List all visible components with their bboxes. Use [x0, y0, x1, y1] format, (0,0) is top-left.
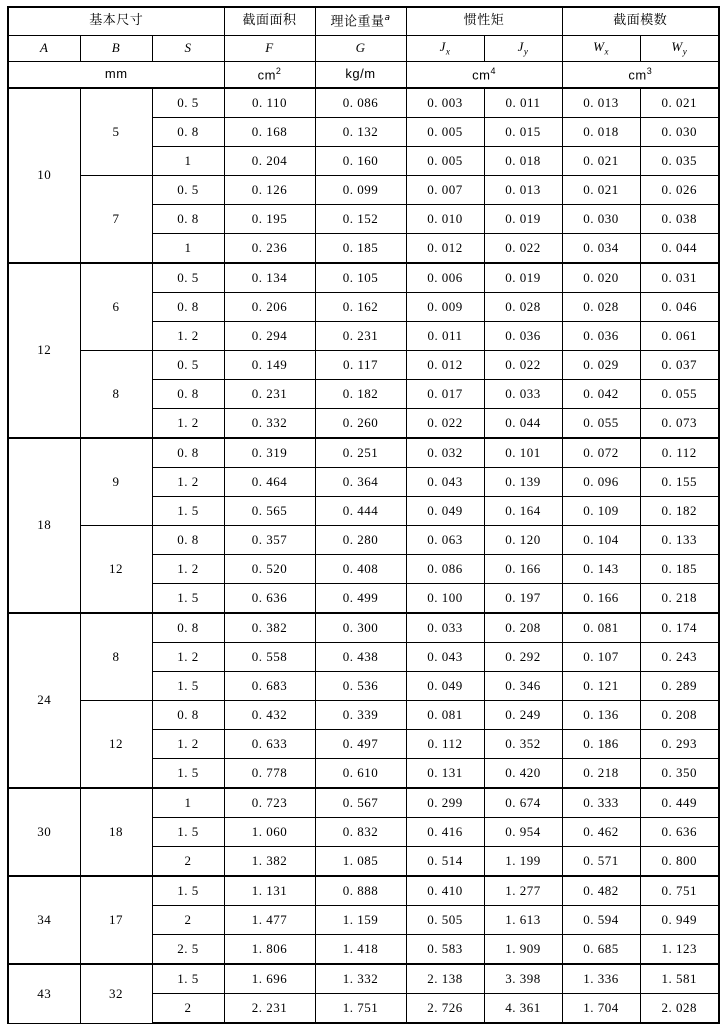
cell-thickness-s: 1. 5: [152, 497, 224, 526]
cell-area-f: 0. 723: [224, 788, 315, 818]
cell-dimension-b: 8: [80, 351, 152, 439]
cell-jx: 0. 043: [406, 468, 484, 497]
header-group-row: [8, 7, 719, 36]
cell-jx: 0. 005: [406, 147, 484, 176]
cell-jx: 0. 416: [406, 818, 484, 847]
cell-weight-g: 0. 099: [315, 176, 406, 205]
cell-area-f: 0. 294: [224, 322, 315, 351]
cell-jx: 0. 007: [406, 176, 484, 205]
table-row: [8, 176, 719, 205]
symbol-f: F: [224, 36, 315, 62]
cell-jx: 0. 505: [406, 906, 484, 935]
cell-jy: 0. 420: [484, 759, 562, 789]
table-row: [8, 88, 719, 118]
cell-wx: 0. 218: [562, 759, 640, 789]
cell-area-f: 1. 131: [224, 876, 315, 906]
cell-jx: 0. 011: [406, 322, 484, 351]
cell-jx: 0. 131: [406, 759, 484, 789]
unit-cm3: $cm^3$: [562, 62, 719, 89]
cell-jy: 0. 954: [484, 818, 562, 847]
table-row: [8, 438, 719, 468]
cell-area-f: 0. 565: [224, 497, 315, 526]
cell-jx: 0. 410: [406, 876, 484, 906]
cell-thickness-s: 1. 2: [152, 555, 224, 584]
table-row: [8, 351, 719, 380]
cell-dimension-b: 8: [80, 613, 152, 701]
cell-jy: 0. 208: [484, 613, 562, 643]
cell-area-f: 0. 633: [224, 730, 315, 759]
cell-area-f: 0. 520: [224, 555, 315, 584]
cell-wx: 0. 029: [562, 351, 640, 380]
cell-wy: 0. 030: [640, 118, 719, 147]
cell-thickness-s: 1. 2: [152, 730, 224, 759]
cell-wy: 0. 949: [640, 906, 719, 935]
cell-weight-g: 0. 610: [315, 759, 406, 789]
cell-weight-g: 1. 418: [315, 935, 406, 965]
cell-wx: 0. 034: [562, 234, 640, 264]
cell-jy: 0. 033: [484, 380, 562, 409]
header-basic-dimensions: 基本尺寸: [8, 7, 224, 36]
cell-jy: 0. 166: [484, 555, 562, 584]
cell-wx: 0. 107: [562, 643, 640, 672]
cell-jy: 0. 019: [484, 205, 562, 234]
cell-wx: 0. 333: [562, 788, 640, 818]
cell-wx: 0. 109: [562, 497, 640, 526]
cell-jy: 0. 197: [484, 584, 562, 614]
cell-wx: 0. 020: [562, 263, 640, 293]
cell-wy: 0. 185: [640, 555, 719, 584]
cell-wx: 0. 072: [562, 438, 640, 468]
cell-jx: 0. 081: [406, 701, 484, 730]
cell-thickness-s: 1: [152, 147, 224, 176]
cell-wx: 0. 571: [562, 847, 640, 877]
cell-wx: 0. 018: [562, 118, 640, 147]
cell-weight-g: 0. 152: [315, 205, 406, 234]
cell-area-f: 2. 231: [224, 994, 315, 1024]
header-section-area: 截面面积: [224, 7, 315, 36]
cell-wx: 0. 166: [562, 584, 640, 614]
cell-thickness-s: 0. 5: [152, 351, 224, 380]
cell-jy: 0. 120: [484, 526, 562, 555]
cell-wx: 0. 055: [562, 409, 640, 439]
cell-weight-g: 0. 132: [315, 118, 406, 147]
cell-jx: 0. 009: [406, 293, 484, 322]
cell-area-f: 1. 060: [224, 818, 315, 847]
cell-jy: 0. 139: [484, 468, 562, 497]
cell-jy: 0. 352: [484, 730, 562, 759]
cell-jx: 0. 100: [406, 584, 484, 614]
cell-jx: 0. 022: [406, 409, 484, 439]
cell-jx: 2. 138: [406, 964, 484, 994]
header-symbol-row: [8, 36, 719, 62]
cell-wy: 1. 123: [640, 935, 719, 965]
cell-thickness-s: 2: [152, 994, 224, 1024]
cell-jy: 1. 277: [484, 876, 562, 906]
cell-wx: 0. 104: [562, 526, 640, 555]
cell-jy: 0. 292: [484, 643, 562, 672]
header-moment-of-inertia: 惯性矩: [406, 7, 562, 36]
cell-thickness-s: 1. 2: [152, 468, 224, 497]
cell-thickness-s: 1. 5: [152, 672, 224, 701]
symbol-s: S: [152, 36, 224, 62]
cell-thickness-s: 1. 5: [152, 964, 224, 994]
cell-thickness-s: 0. 8: [152, 380, 224, 409]
cell-thickness-s: 1: [152, 788, 224, 818]
cell-jx: 0. 583: [406, 935, 484, 965]
cell-area-f: 0. 778: [224, 759, 315, 789]
cell-weight-g: 0. 280: [315, 526, 406, 555]
cell-jx: 0. 012: [406, 351, 484, 380]
cell-wy: 0. 038: [640, 205, 719, 234]
cell-weight-g: 0. 497: [315, 730, 406, 759]
cell-jy: 1. 613: [484, 906, 562, 935]
cell-jx: 0. 299: [406, 788, 484, 818]
cell-weight-g: 0. 162: [315, 293, 406, 322]
cell-thickness-s: 1. 2: [152, 643, 224, 672]
cell-thickness-s: 1. 2: [152, 322, 224, 351]
cell-wx: 0. 036: [562, 322, 640, 351]
cell-thickness-s: 0. 5: [152, 176, 224, 205]
cell-jy: 4. 361: [484, 994, 562, 1024]
cell-jx: 0. 012: [406, 234, 484, 264]
unit-mm: mm: [8, 62, 224, 89]
cell-weight-g: 0. 499: [315, 584, 406, 614]
cell-area-f: 0. 134: [224, 263, 315, 293]
cell-weight-g: 0. 105: [315, 263, 406, 293]
cell-thickness-s: 1. 2: [152, 409, 224, 439]
cell-area-f: 0. 636: [224, 584, 315, 614]
cell-wx: 0. 482: [562, 876, 640, 906]
cell-wx: 0. 121: [562, 672, 640, 701]
cell-thickness-s: 0. 8: [152, 205, 224, 234]
cell-thickness-s: 0. 8: [152, 701, 224, 730]
cell-area-f: 0. 382: [224, 613, 315, 643]
header-theoretical-weight: 理论重量$^a$: [315, 7, 406, 36]
cell-wx: 0. 096: [562, 468, 640, 497]
cell-jx: 0. 112: [406, 730, 484, 759]
cell-dimension-b: 17: [80, 876, 152, 964]
symbol-wy: $W_y$: [640, 36, 719, 62]
cell-wy: 0. 037: [640, 351, 719, 380]
cell-wy: 2. 028: [640, 994, 719, 1024]
cell-weight-g: 1. 085: [315, 847, 406, 877]
cell-weight-g: 0. 182: [315, 380, 406, 409]
cell-weight-g: 1. 159: [315, 906, 406, 935]
cell-area-f: 0. 319: [224, 438, 315, 468]
cell-jy: 0. 674: [484, 788, 562, 818]
unit-cm4: $cm^4$: [406, 62, 562, 89]
cell-jx: 0. 086: [406, 555, 484, 584]
cell-area-f: 1. 477: [224, 906, 315, 935]
cell-weight-g: 0. 339: [315, 701, 406, 730]
cell-weight-g: 0. 251: [315, 438, 406, 468]
cell-area-f: 0. 558: [224, 643, 315, 672]
cell-weight-g: 0. 444: [315, 497, 406, 526]
cell-thickness-s: 1. 5: [152, 876, 224, 906]
cell-jy: 0. 249: [484, 701, 562, 730]
cell-jx: 0. 049: [406, 672, 484, 701]
cell-thickness-s: 2. 5: [152, 935, 224, 965]
cell-wy: 0. 133: [640, 526, 719, 555]
symbol-g: G: [315, 36, 406, 62]
cell-jy: 0. 022: [484, 234, 562, 264]
cell-wy: 0. 751: [640, 876, 719, 906]
cell-weight-g: 1. 751: [315, 994, 406, 1024]
cell-area-f: 0. 357: [224, 526, 315, 555]
cell-wy: 0. 289: [640, 672, 719, 701]
cell-weight-g: 0. 438: [315, 643, 406, 672]
cell-dimension-b: 32: [80, 964, 152, 1023]
cell-area-f: 1. 382: [224, 847, 315, 877]
cell-wy: 0. 218: [640, 584, 719, 614]
cell-wy: 0. 035: [640, 147, 719, 176]
cell-area-f: 1. 696: [224, 964, 315, 994]
cell-wx: 0. 030: [562, 205, 640, 234]
table-row: [8, 701, 719, 730]
cell-wy: 0. 044: [640, 234, 719, 264]
cell-dimension-b: 5: [80, 88, 152, 176]
cell-wy: 0. 182: [640, 497, 719, 526]
cell-thickness-s: 2: [152, 906, 224, 935]
cell-area-f: 1. 806: [224, 935, 315, 965]
cell-area-f: 0. 231: [224, 380, 315, 409]
table-row: [8, 613, 719, 643]
header-unit-row: [8, 62, 719, 89]
cell-wx: 0. 021: [562, 176, 640, 205]
cell-jx: 0. 514: [406, 847, 484, 877]
cell-weight-g: 0. 160: [315, 147, 406, 176]
cell-wy: 0. 021: [640, 88, 719, 118]
table-row: [8, 263, 719, 293]
cell-jy: 0. 019: [484, 263, 562, 293]
cell-wy: 0. 208: [640, 701, 719, 730]
cell-area-f: 0. 126: [224, 176, 315, 205]
cell-weight-g: 0. 364: [315, 468, 406, 497]
cell-jy: 0. 036: [484, 322, 562, 351]
cell-area-f: 0. 195: [224, 205, 315, 234]
cell-weight-g: 0. 408: [315, 555, 406, 584]
header-section-modulus: 截面模数: [562, 7, 719, 36]
cell-weight-g: 0. 231: [315, 322, 406, 351]
cell-area-f: 0. 168: [224, 118, 315, 147]
cell-thickness-s: 0. 8: [152, 438, 224, 468]
cell-dimension-a: 34: [8, 876, 80, 964]
cell-wy: 0. 243: [640, 643, 719, 672]
cell-wy: 0. 800: [640, 847, 719, 877]
cell-thickness-s: 1. 5: [152, 818, 224, 847]
cell-dimension-b: 7: [80, 176, 152, 264]
cell-thickness-s: 0. 5: [152, 263, 224, 293]
cell-wx: 0. 013: [562, 88, 640, 118]
cell-dimension-a: 10: [8, 88, 80, 263]
cell-dimension-b: 12: [80, 701, 152, 789]
cell-area-f: 0. 683: [224, 672, 315, 701]
cell-dimension-a: 18: [8, 438, 80, 613]
cell-jy: 0. 101: [484, 438, 562, 468]
cell-jx: 0. 017: [406, 380, 484, 409]
cell-wy: 1. 581: [640, 964, 719, 994]
cell-dimension-b: 12: [80, 526, 152, 614]
cell-jx: 0. 063: [406, 526, 484, 555]
cell-thickness-s: 0. 8: [152, 526, 224, 555]
cell-jy: 0. 028: [484, 293, 562, 322]
cell-area-f: 0. 236: [224, 234, 315, 264]
cell-weight-g: 0. 300: [315, 613, 406, 643]
cell-dimension-a: 12: [8, 263, 80, 438]
steel-section-properties-table: [7, 6, 720, 1024]
cell-thickness-s: 0. 5: [152, 88, 224, 118]
cell-wx: 0. 186: [562, 730, 640, 759]
cell-jx: 0. 006: [406, 263, 484, 293]
cell-thickness-s: 0. 8: [152, 293, 224, 322]
cell-wx: 0. 136: [562, 701, 640, 730]
cell-area-f: 0. 204: [224, 147, 315, 176]
cell-jx: 0. 005: [406, 118, 484, 147]
cell-wy: 0. 636: [640, 818, 719, 847]
table-row: [8, 526, 719, 555]
cell-wx: 0. 685: [562, 935, 640, 965]
cell-dimension-b: 6: [80, 263, 152, 351]
cell-jy: 0. 164: [484, 497, 562, 526]
cell-wy: 0. 061: [640, 322, 719, 351]
cell-wy: 0. 293: [640, 730, 719, 759]
symbol-jy: $J_y$: [484, 36, 562, 62]
cell-wx: 0. 462: [562, 818, 640, 847]
cell-weight-g: 0. 888: [315, 876, 406, 906]
table-row: [8, 788, 719, 818]
cell-jx: 0. 003: [406, 88, 484, 118]
cell-weight-g: 0. 185: [315, 234, 406, 264]
symbol-b: B: [80, 36, 152, 62]
cell-jy: 0. 044: [484, 409, 562, 439]
cell-wx: 0. 021: [562, 147, 640, 176]
cell-jy: 1. 909: [484, 935, 562, 965]
cell-wx: 0. 594: [562, 906, 640, 935]
cell-wy: 0. 155: [640, 468, 719, 497]
table-row: [8, 876, 719, 906]
cell-jx: 2. 726: [406, 994, 484, 1024]
cell-jy: 0. 018: [484, 147, 562, 176]
unit-cm2: $cm^2$: [224, 62, 315, 89]
cell-area-f: 0. 332: [224, 409, 315, 439]
cell-jx: 0. 032: [406, 438, 484, 468]
cell-jx: 0. 043: [406, 643, 484, 672]
cell-jx: 0. 049: [406, 497, 484, 526]
cell-wy: 0. 449: [640, 788, 719, 818]
cell-thickness-s: 0. 8: [152, 613, 224, 643]
cell-weight-g: 0. 260: [315, 409, 406, 439]
cell-wy: 0. 026: [640, 176, 719, 205]
cell-dimension-b: 18: [80, 788, 152, 876]
cell-thickness-s: 1. 5: [152, 759, 224, 789]
cell-wy: 0. 031: [640, 263, 719, 293]
cell-dimension-a: 43: [8, 964, 80, 1023]
cell-wy: 0. 046: [640, 293, 719, 322]
cell-weight-g: 0. 567: [315, 788, 406, 818]
cell-dimension-a: 24: [8, 613, 80, 788]
table-row: [8, 964, 719, 994]
cell-area-f: 0. 432: [224, 701, 315, 730]
cell-jx: 0. 010: [406, 205, 484, 234]
cell-area-f: 0. 110: [224, 88, 315, 118]
cell-weight-g: 1. 332: [315, 964, 406, 994]
cell-jy: 0. 022: [484, 351, 562, 380]
cell-area-f: 0. 464: [224, 468, 315, 497]
document-page: [0, 6, 725, 1015]
symbol-jx: $J_x$: [406, 36, 484, 62]
cell-wx: 0. 028: [562, 293, 640, 322]
cell-wy: 0. 073: [640, 409, 719, 439]
cell-jy: 0. 013: [484, 176, 562, 205]
cell-jy: 0. 015: [484, 118, 562, 147]
symbol-wx: $W_x$: [562, 36, 640, 62]
cell-thickness-s: 2: [152, 847, 224, 877]
cell-wx: 1. 704: [562, 994, 640, 1024]
unit-kgm: kg/m: [315, 62, 406, 89]
cell-dimension-a: 30: [8, 788, 80, 876]
cell-thickness-s: 0. 8: [152, 118, 224, 147]
cell-wx: 0. 081: [562, 613, 640, 643]
symbol-a: A: [8, 36, 80, 62]
cell-jy: 0. 011: [484, 88, 562, 118]
cell-jy: 0. 346: [484, 672, 562, 701]
cell-jx: 0. 033: [406, 613, 484, 643]
cell-weight-g: 0. 536: [315, 672, 406, 701]
cell-dimension-b: 9: [80, 438, 152, 526]
cell-wy: 0. 350: [640, 759, 719, 789]
cell-wy: 0. 055: [640, 380, 719, 409]
cell-wy: 0. 112: [640, 438, 719, 468]
cell-weight-g: 0. 117: [315, 351, 406, 380]
cell-thickness-s: 1. 5: [152, 584, 224, 614]
cell-thickness-s: 1: [152, 234, 224, 264]
cell-weight-g: 0. 086: [315, 88, 406, 118]
cell-wx: 0. 143: [562, 555, 640, 584]
cell-wy: 0. 174: [640, 613, 719, 643]
cell-jy: 1. 199: [484, 847, 562, 877]
cell-weight-g: 0. 832: [315, 818, 406, 847]
cell-wx: 0. 042: [562, 380, 640, 409]
cell-area-f: 0. 206: [224, 293, 315, 322]
cell-jy: 3. 398: [484, 964, 562, 994]
cell-wx: 1. 336: [562, 964, 640, 994]
cell-area-f: 0. 149: [224, 351, 315, 380]
